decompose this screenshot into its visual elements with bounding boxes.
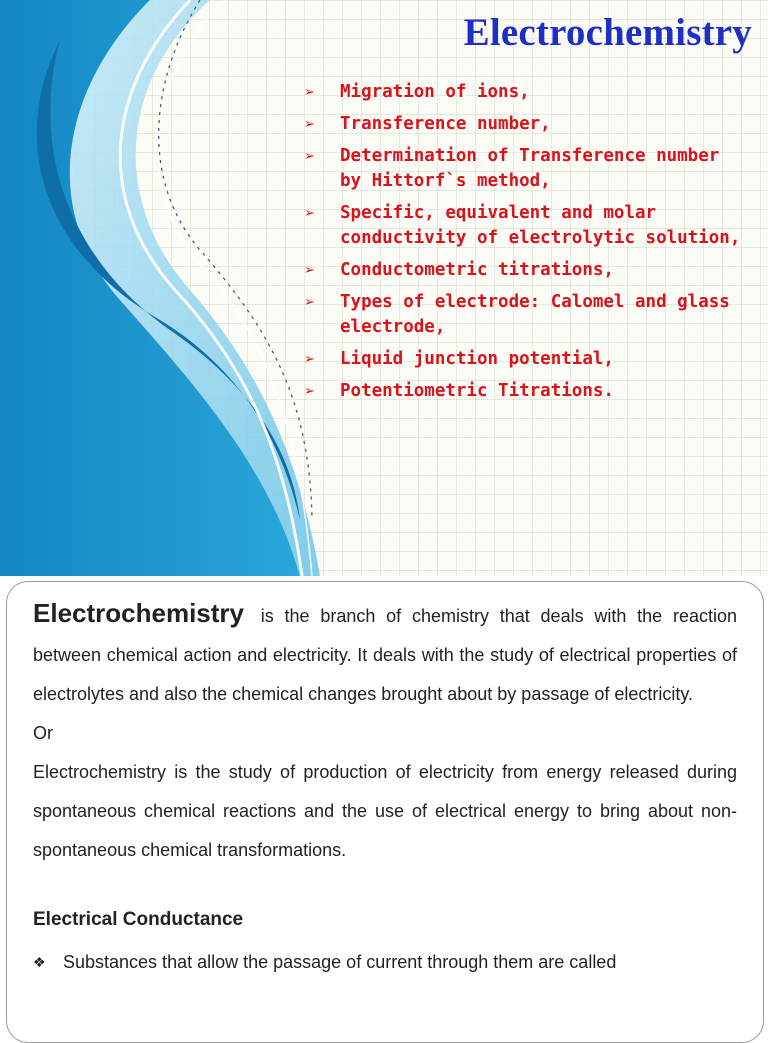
- arrowhead-bullet-icon: ➢: [304, 117, 315, 132]
- diamond-bullet-icon: ❖: [33, 954, 46, 970]
- topic-text: Specific, equivalent and molar conductivity of electrolytic solution,: [340, 203, 741, 248]
- document-panel: [6, 581, 764, 1043]
- definition-paragraph: [33, 594, 737, 714]
- topic-text: Types of electrode: Calomel and glass electrode,: [340, 292, 730, 337]
- topic-item: [300, 80, 750, 105]
- arrowhead-bullet-icon: ➢: [304, 206, 315, 221]
- topic-text: Migration of ions,: [340, 82, 530, 102]
- topic-text: Determination of Transference number by Hittorf`s method,: [340, 146, 720, 191]
- document-body: [33, 594, 737, 982]
- topic-list: [300, 80, 750, 411]
- topic-item: [300, 201, 750, 251]
- or-text: Or: [33, 723, 53, 743]
- topic-item: [300, 258, 750, 283]
- topic-item: [300, 379, 750, 404]
- bullet-item: [33, 943, 737, 982]
- arrowhead-bullet-icon: ➢: [304, 352, 315, 367]
- topic-item: [300, 144, 750, 194]
- arrowhead-bullet-icon: ➢: [304, 149, 315, 164]
- arrowhead-bullet-icon: ➢: [304, 263, 315, 278]
- lead-term: Electrochemistry: [33, 598, 244, 628]
- arrowhead-bullet-icon: ➢: [304, 295, 315, 310]
- bullet-text: Substances that allow the passage of current through them are called: [63, 952, 617, 972]
- topic-item: [300, 347, 750, 372]
- definition-text: is the branch of chemistry that deals with the reaction between chemical action and electricity. It deals with the study of electrical properties of electrolytes and also the chemical changes brought about by passage of electricity.: [33, 606, 737, 704]
- topic-text: Transference number,: [340, 114, 551, 134]
- topic-text: Potentiometric Titrations.: [340, 381, 614, 401]
- slide-title: Electrochemistry: [463, 11, 752, 54]
- arrowhead-bullet-icon: ➢: [304, 384, 315, 399]
- topic-item: [300, 290, 750, 340]
- topic-text: Liquid junction potential,: [340, 349, 614, 369]
- topic-item: [300, 112, 750, 137]
- arrowhead-bullet-icon: ➢: [304, 85, 315, 100]
- section-heading: Electrical Conductance: [33, 909, 244, 930]
- second-definition: Electrochemistry is the study of production of electricity from energy released during spontaneous chemical reactions and the use of electrical energy to bring about non-spontaneous chemical transformations.: [33, 762, 737, 860]
- topic-text: Conductometric titrations,: [340, 260, 614, 280]
